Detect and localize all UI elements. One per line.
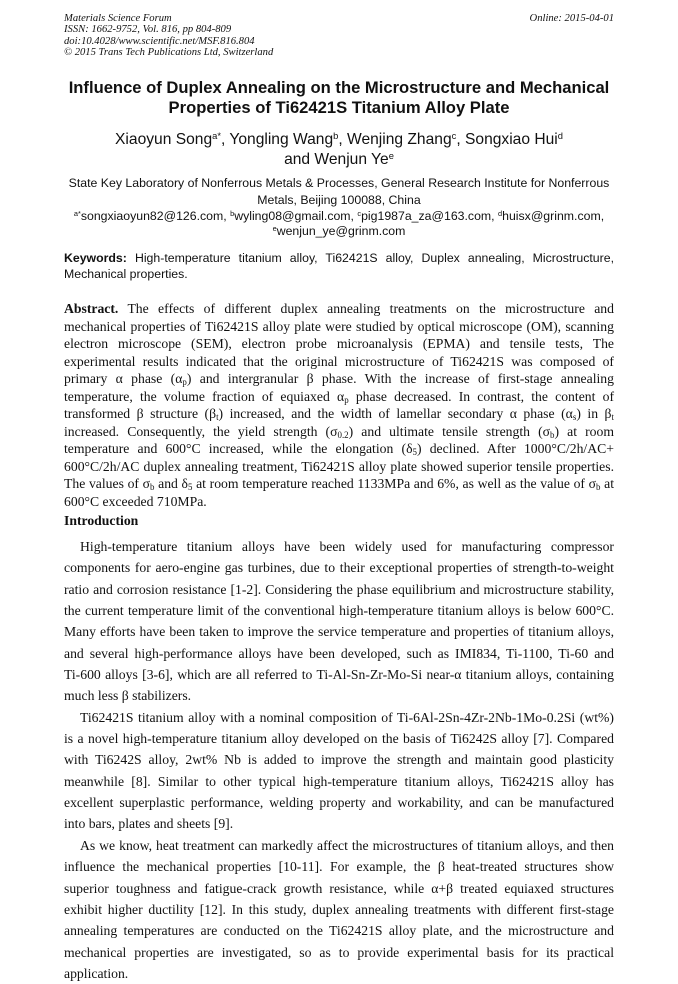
paragraph-line: and several high-performance alloys have been developed, such as IMI834, Ti-1100, Ti-60 and [64, 645, 614, 661]
abstract-line: temperature, the volume fraction of equiaxed $\alpha_p$ phase decreased. In contrast, the content of [64, 388, 614, 405]
paragraph-line: meanwhile [8]. Similar to other typical high-temperature titanium alloys, Ti62421S alloy has [64, 773, 614, 789]
online-date: Online: 2015-04-01 [529, 13, 614, 24]
abstract-label: Abstract. [64, 301, 119, 316]
paragraph-line: the current temperature limit of the conventional high-temperature titanium alloys is below 600°C. [64, 603, 614, 619]
section-heading-introduction: Introduction [64, 513, 139, 528]
paper-title [40, 78, 638, 117]
authors-line: Xiaoyun Song$^{a*}$, Yongling Wang$^b$, Wenjing Zhang$^c$, Songxiao Hui$^d$ [115, 130, 563, 148]
abstract [64, 300, 614, 511]
paragraph-line: with Ti6242S alloy, 2wt% Nb is added to improve the strength and maintain good plasticity [64, 752, 614, 768]
keywords [64, 251, 614, 282]
paragraph-line: High-temperature titanium alloys have been widely used for manufacturing compressor [80, 539, 614, 554]
keywords-line: Mechanical properties. [64, 266, 188, 281]
abstract-line: electron microscope (SEM), electron probe microanalysis (EPMA) and tensile tests, The [64, 336, 614, 352]
abstract-line: primary α phase $(\alpha_p)$ and intergranular β phase. With the increase of first-stage annealing [64, 371, 614, 388]
paragraph-line: into bars, plates and sheets [9]. [64, 816, 234, 832]
paragraph-line: Ti62421S titanium alloy with a nominal composition of Ti-6Al-2Sn-4Zr-2Nb-1Mo-0.2Si (wt%) [80, 709, 614, 725]
paragraph-line: annealing temperatures are conducted on the Ti62421S alloy plate, and the microstructure and [64, 923, 614, 939]
abstract-line: mechanical properties of Ti62421S alloy plate were studied by optical microscope (OM), scanning [64, 318, 614, 334]
journal-header [64, 13, 614, 59]
abstract-line: 600°C/2h/AC duplex annealing treatment, Ti62421S alloy plate showed superior tensile properties. [64, 458, 614, 474]
paragraph-line: exhibit higher ductility [12]. In this study, duplex annealing treatments with different first-stage [64, 901, 614, 917]
paragraph-line: As we know, heat treatment can markedly affect the microstructures of titanium alloys, and then [80, 837, 614, 853]
emails-line: $^e$wenjun_ye@grinm.com [272, 223, 406, 238]
paragraph-line: Ti-600 alloys [3-6], which are all referred to Ti-Al-Sn-Zr-Mo-Si near-α titanium alloys, containing [64, 667, 614, 683]
abstract-line: Abstract. The effects of different duplex annealing treatments on the microstructure and [64, 301, 614, 316]
paragraph-line: superior toughness and fatigue-crack growth resistance, while α+β treated equiaxed structures [64, 880, 614, 896]
authors-line: and Wenjun Ye$^e$ [284, 150, 394, 168]
keywords-label: Keywords: [64, 251, 127, 265]
paragraph-line: influence the mechanical properties [10-11]. For example, the β heat-treated structures show [64, 859, 614, 875]
doi: doi:10.4028/www.scientific.net/MSF.816.804 [64, 35, 255, 47]
abstract-line: The values of $\sigma_b$ and $\delta_5$ at room temperature reached 1133MPa and 6%, as well as the value of $\sigma_b$ at [64, 476, 615, 493]
paragraph-line: components for aero-engine gas turbines, due to their exceptional properties of strength-to-weight [64, 560, 614, 576]
abstract-line: transformed β structure $(\beta_t)$ increased, and the width of lamellar secondary α phase $(\alpha_s)$ in $\beta_t$ [64, 406, 615, 423]
issn: ISSN: 1662-9752, Vol. 816, pp 804-809 [64, 24, 232, 36]
copyright: © 2015 Trans Tech Publications Ltd, Switzerland [64, 47, 274, 59]
authors [40, 130, 638, 169]
title-line: Properties of Ti62421S Titanium Alloy Plate [168, 97, 510, 117]
keywords-line: High-temperature titanium alloy, Ti62421S alloy, Duplex annealing, Microstructure, [134, 251, 614, 265]
paragraph-line: ratio and corrosion resistance [1-2]. Considering the phase equilibrium and microstructure stability, [64, 581, 614, 597]
author-emails [50, 209, 628, 239]
introduction-body [64, 536, 614, 984]
affiliation-line: Metals, Beijing 100088, China [257, 192, 421, 207]
paragraph-line: excellent superplastic performance, welding property and workability, and can be manufactured [64, 795, 614, 811]
paragraph-line: is a novel high-temperature titanium alloy developed on the basis of Ti6242S alloy [7]. Compared [64, 731, 614, 747]
title-line: Influence of Duplex Annealing on the Microstructure and Mechanical [68, 78, 610, 97]
abstract-line: temperature and 600°C increased, while the elongation $(\delta_5)$ declined. After 1000°C/2h/AC+ [64, 441, 614, 458]
paragraph-line: application. [64, 965, 129, 981]
paragraph-line: mechanical properties are investigated, so as to provide experimental basis for its practical [64, 944, 614, 960]
emails-line: $^{a*}$songxiaoyun82@126.com, $^b$wyling08@gmail.com, $^c$pig1987a_za@163.com, $^d$huisx@grinm.com, [73, 208, 605, 223]
paragraph-line: Many efforts have been taken to improve the service temperature and properties of titanium alloys, [64, 624, 614, 640]
journal-name: Materials Science Forum [64, 13, 172, 24]
abstract-line: experimental results indicated that the original microstructure of Ti62421S was composed of [64, 353, 614, 369]
abstract-line: 600°C exceeded 710MPa. [64, 494, 207, 510]
paragraph-line: much less β stabilizers. [64, 688, 192, 704]
abstract-line: increased. Consequently, the yield strength $(\sigma_{0.2})$ and ultimate tensile strength $(\sigma_b)$ at room [64, 423, 614, 441]
affiliation [60, 175, 618, 208]
affiliation-line: State Key Laboratory of Nonferrous Metals & Processes, General Research Institute for Nonferrous [68, 176, 610, 190]
